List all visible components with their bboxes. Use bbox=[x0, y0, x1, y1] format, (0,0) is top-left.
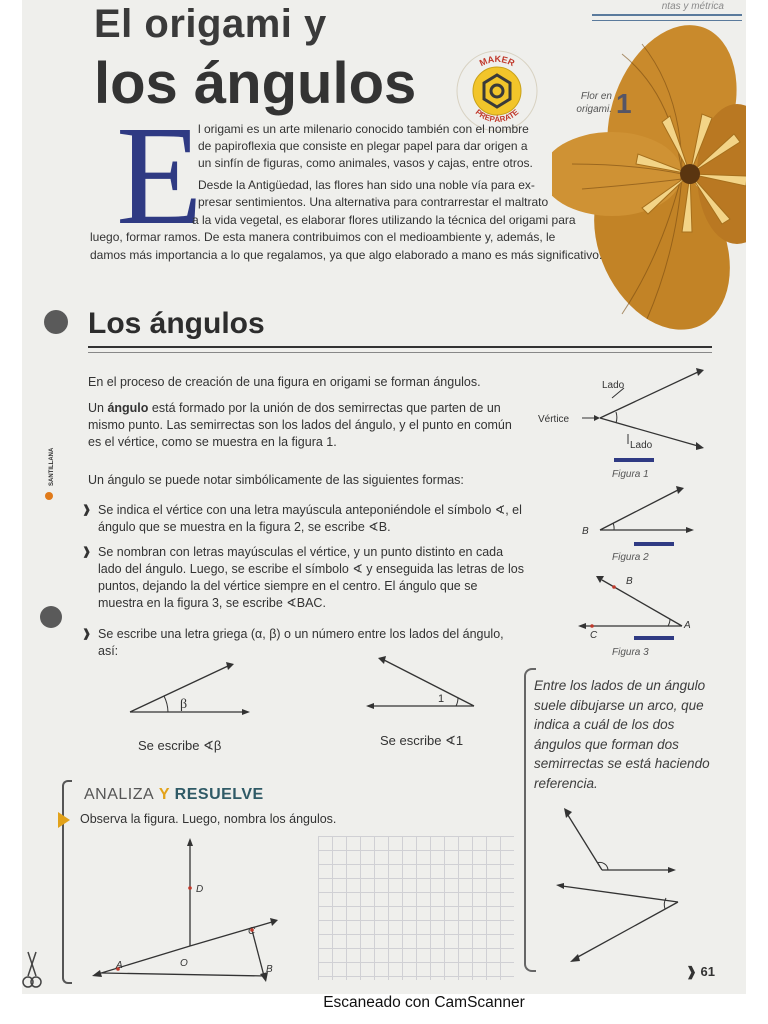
beta-caption: Se escribe ∢β bbox=[138, 738, 222, 753]
flower-number: 1 bbox=[616, 88, 632, 119]
flower-caption bbox=[560, 90, 612, 116]
one-label: 1 bbox=[438, 693, 445, 705]
ex-label-o: O bbox=[180, 958, 188, 969]
origami-flower-image bbox=[552, 14, 746, 334]
one-caption: Se escribe ∢1 bbox=[380, 733, 464, 748]
intro-line-5: presar sentimientos. Una alternativa para contrarrestar el maltrato bbox=[198, 195, 549, 209]
section-bullet-icon bbox=[44, 310, 68, 334]
figure-3-caption: Figura 3 bbox=[612, 647, 649, 658]
example-one-figure bbox=[366, 656, 486, 716]
ex-label-a: A bbox=[116, 960, 123, 971]
p2-rest: está formado por la unión de dos semirrectas que parten de un mismo punto. Las semirrectas son los lados del ángulo, y el punto en común es el vértice, como se muestra en la figura 1. bbox=[88, 401, 512, 449]
ex-label-d: D bbox=[196, 884, 204, 895]
ex-label-c: C bbox=[248, 926, 256, 937]
body-paragraph-2 bbox=[88, 400, 528, 451]
note-angle-figures bbox=[552, 806, 702, 966]
ex-label-b: B bbox=[266, 964, 273, 975]
scanner-footer: Escaneado con CamScanner bbox=[323, 994, 525, 1011]
intro-line-7: luego, formar ramos. De esta manera contribuimos con el medioambiente y, además, le bbox=[90, 230, 556, 244]
scissors-icon bbox=[22, 950, 42, 990]
notation-bullet-2 bbox=[84, 544, 524, 612]
drop-cap: E bbox=[116, 96, 203, 254]
header-band-label: ntas y métrica bbox=[661, 1, 724, 12]
fig3-label-c: C bbox=[590, 630, 598, 641]
textbook-page bbox=[22, 0, 746, 994]
bullet-3-text: Se escribe una letra griega (α, β) o un número entre los lados del ángulo, así: bbox=[98, 627, 504, 658]
figure-2-caption: Figura 2 bbox=[612, 552, 649, 563]
intro-line-8: damos más importancia a lo que regalamos, ya que algo elaborado a mano es más significativo. bbox=[90, 248, 603, 262]
notation-bullet-3 bbox=[84, 626, 524, 660]
heading-resuelve: RESUELVE bbox=[174, 786, 264, 803]
fig1-vertice: Vértice bbox=[538, 414, 570, 425]
body-paragraph-1: En el proceso de creación de una figura en origami se forman ángulos. bbox=[88, 375, 481, 389]
section-rule-thin bbox=[88, 352, 712, 353]
page-title-line1: El origami y bbox=[94, 2, 327, 46]
fig1-lado-bottom: Lado bbox=[630, 440, 653, 451]
page-title-line2: los ángulos bbox=[94, 51, 417, 116]
page-number: ❱ 61 bbox=[686, 964, 715, 979]
p2-prefix: Un bbox=[88, 401, 108, 415]
fig3-label-a: A bbox=[684, 620, 691, 631]
beta-label: β bbox=[180, 697, 188, 712]
section-rule bbox=[88, 346, 712, 348]
badge-bottom-text: PREPÁRATE bbox=[473, 107, 521, 125]
binder-hole-icon bbox=[40, 606, 62, 628]
notation-bullet-1 bbox=[84, 502, 524, 536]
publisher-logo-text: SANTILLANA bbox=[49, 447, 55, 486]
section-title: Los ángulos bbox=[88, 307, 265, 340]
publisher-logo bbox=[41, 432, 57, 502]
flower-caption-line1: Flor en bbox=[580, 91, 612, 102]
exercise-bracket bbox=[62, 780, 72, 984]
heading-analiza: ANALIZA bbox=[84, 786, 155, 803]
fig1-lado-top: Lado bbox=[602, 380, 625, 391]
fig2-vertex-label: B bbox=[582, 526, 589, 537]
side-note: Entre los lados de un ángulo suele dibujarse un arco, que indica a cuál de los dos ángulos que forman dos semirrectas se está haciendo referencia. bbox=[534, 678, 710, 791]
figure-1-caption: Figura 1 bbox=[612, 469, 649, 480]
body-paragraph-3: Un ángulo se puede notar simbólicamente de las siguientes formas: bbox=[88, 473, 464, 487]
badge-top-text: MAKER bbox=[477, 53, 517, 69]
heading-y: Y bbox=[154, 786, 175, 803]
example-beta-figure bbox=[122, 660, 262, 720]
figure-3-angle bbox=[574, 570, 724, 650]
figure-2-angle bbox=[578, 484, 718, 554]
intro-line-4: Desde la Antigüedad, las flores han sido una noble vía para ex- bbox=[198, 178, 535, 192]
fig3-label-b: B bbox=[626, 576, 633, 587]
bullet-marker-icon: ❱ bbox=[82, 546, 92, 558]
exercise-figure bbox=[88, 838, 308, 988]
bullet-marker-icon: ❱ bbox=[82, 628, 92, 640]
bullet-2-text: Se nombran con letras mayúsculas el vértice, y un punto distinto en cada lado del ángulo. Luego, se escribe el símbolo ∢ y enseguida las letras de los puntos, dejando la del vértice siempre en el centro. El ángulo que se muestra en la figura 3, se escribe ∢BAC. bbox=[98, 545, 525, 610]
exercise-arrow-icon bbox=[58, 812, 70, 828]
flower-caption-line2: origami. bbox=[576, 104, 612, 115]
bullet-marker-icon: ❱ bbox=[82, 504, 92, 516]
intro-line-6: a la vida vegetal, es elaborar flores utilizando la técnica del origami para bbox=[192, 213, 576, 227]
bullet-1-text: Se indica el vértice con una letra mayúscula anteponiéndole el símbolo ∢, el ángulo que se muestra en la figura 2, se escribe ∢B. bbox=[98, 503, 522, 534]
intro-line-1: l origami es un arte milenario conocido también con el nombre bbox=[198, 122, 529, 136]
answer-grid[interactable] bbox=[318, 836, 514, 980]
page-number-value: 61 bbox=[700, 964, 715, 979]
intro-line-3: un sinfín de figuras, como animales, vasos y cajas, entre otros. bbox=[198, 156, 533, 170]
exercise-instruction: Observa la figura. Luego, nombra los ángulos. bbox=[80, 812, 337, 826]
svg-text:MAKER bbox=[478, 54, 517, 68]
intro-line-2: de papiroflexia que consiste en plegar papel para dar origen a bbox=[198, 139, 528, 153]
p2-bold-term: ángulo bbox=[107, 401, 149, 415]
exercise-heading bbox=[84, 786, 264, 804]
